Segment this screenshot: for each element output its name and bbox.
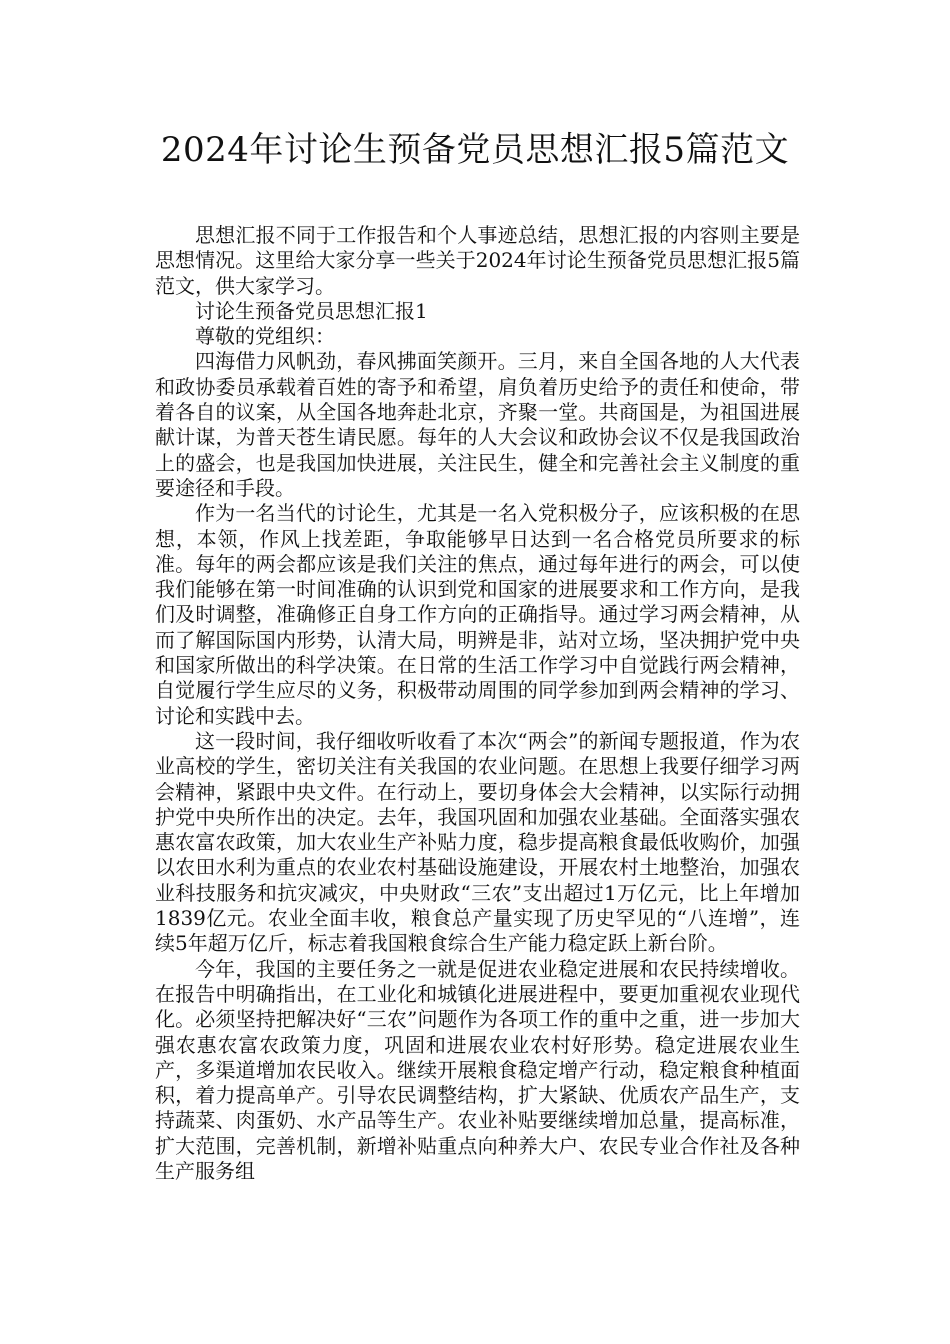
document-title: 2024年讨论生预备党员思想汇报5篇范文 [160,130,790,170]
body-paragraph: 四海借力风帆劲，春风拂面笑颜开。三月，来自全国各地的人大代表和政协委员承载着百姓的寄予和希望，肩负着历史给予的责任和使命，带着各自的议案，从全国各地奔赴北京，齐聚一堂。共商国是，为祖国进展献计谋，为普天苍生请民愿。每年的人大会议和政协会议不仅是我国政治上的盛会，也是我国加快进展，关注民生，健全和完善社会主义制度的重要途径和手段。 [155,349,800,500]
section-heading: 讨论生预备党员思想汇报1 [195,298,428,323]
document-body [155,223,800,1184]
salutation: 尊敬的党组织： [195,324,335,349]
body-paragraph: 今年，我国的主要任务之一就是促进农业稳定进展和农民持续增收。在报告中明确指出，在工业化和城镇化进展进程中，要更加重视农业现代化。必须坚持把解决好“三农”问题作为各项工作的重中之重，进一步加大强农惠农富农政策力度，巩固和进展农业农村好形势。稳定进展农业生产，多渠道增加农民收入。继续开展粮食稳定增产行动，稳定粮食种植面积，着力提高单产。引导农民调整结构，扩大紧缺、优质农产品生产，支持蔬菜、肉蛋奶、水产品等生产。农业补贴要继续增加总量，提高标准，扩大范围，完善机制，新增补贴重点向种养大户、农民专业合作社及各种生产服务组 [155,956,800,1183]
body-paragraph: 这一段时间，我仔细收听收看了本次“两会”的新闻专题报道，作为农业高校的学生，密切关注有关我国的农业问题。在思想上我要仔细学习两会精神，紧跟中央文件。在行动上，要切身体会大会精神，以实际行动拥护党中央所作出的决定。去年，我国巩固和加强农业基础。全面落实强农惠农富农政策，加大农业生产补贴力度，稳步提高粮食最低收购价，加强以农田水利为重点的农业农村基础设施建设，开展农村土地整治，加强农业科技服务和抗灾减灾，中央财政“三农”支出超过1万亿元，比上年增加1839亿元。农业全面丰收，粮食总产量实现了历史罕见的“八连增”，连续5年超万亿斤，标志着我国粮食综合生产能力稳定跃上新台阶。 [155,728,800,956]
intro-paragraph: 思想汇报不同于工作报告和个人事迹总结，思想汇报的内容则主要是思想情况。这里给大家分享一些关于2024年讨论生预备党员思想汇报5篇范文，供大家学习。 [155,223,800,298]
body-paragraph: 作为一名当代的讨论生，尤其是一名入党积极分子，应该积极的在思想，本领，作风上找差距，争取能够早日达到一名合格党员所要求的标准。每年的两会都应该是我们关注的焦点，通过每年进行的两会，可以使我们能够在第一时间准确的认识到党和国家的进展要求和工作方向，是我们及时调整，准确修正自身工作方向的正确指导。通过学习两会精神，从而了解国际国内形势，认清大局，明辨是非，站对立场，坚决拥护党中央和国家所做出的科学决策。在日常的生活工作学习中自觉践行两会精神，自觉履行学生应尽的义务，积极带动周围的同学参加到两会精神的学习、讨论和实践中去。 [155,501,800,728]
